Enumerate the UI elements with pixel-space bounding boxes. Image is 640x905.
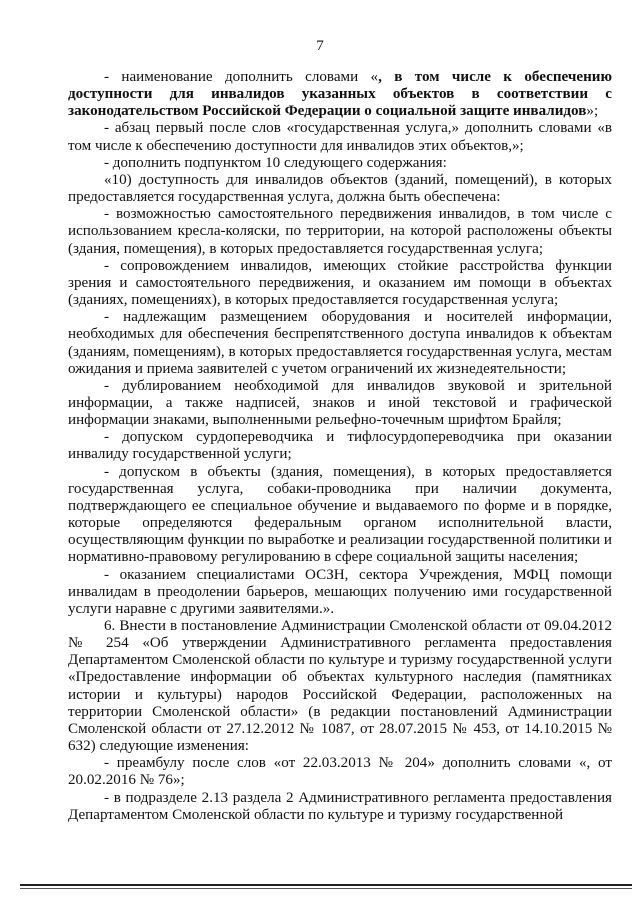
paragraph-item-name-amendment bbox=[68, 69, 612, 120]
paragraph: «10) доступность для инвалидов объектов (зданий, помещений), в которых предоставляется государственная услуга, должна быть обеспечена: bbox=[68, 171, 612, 206]
paragraph: 6. Внести в постановление Администрации Смоленской области от 09.04.2012 № 254 «Об утверждении Административного регламента предоставления Департаментом Смоленской области по культуре и туризму государственной услуги «Предоставление информации об объектах культурного наследия (памятниках истории и культуры) народов Российской Федерации, расположенных на территории Смоленской области» (в редакции постановлений Администрации Смоленской области от 27.12.2012 № 1087, от 28.07.2015 № 453, от 14.10.2015 № 632) следующие изменения: bbox=[68, 618, 612, 755]
footer-rule bbox=[20, 884, 632, 886]
paragraph: - оказанием специалистами ОСЗН, сектора Учреждения, МФЦ помощи инвалидам в преодолении барьеров, мешающих получению ими государственной услуги наравне с другими заявителями.». bbox=[68, 566, 612, 617]
paragraph-text: - наименование дополнить словами « bbox=[104, 69, 379, 85]
document-body bbox=[68, 69, 612, 824]
paragraph: - абзац первый после слов «государственная услуга,» дополнить словами «в том числе к обеспечению доступности для инвалидов этих объектов,»; bbox=[68, 120, 612, 154]
paragraph: - дополнить подпунктом 10 следующего содержания: bbox=[104, 154, 447, 171]
paragraph: - возможностью самостоятельного передвижения инвалидов, в том числе с использованием кресла-коляски, по территории, на которой расположены объекты (здания, помещения), в которых предоставляется государственная услуга; bbox=[68, 206, 612, 257]
paragraph: - преамбулу после слов «от 22.03.2013 № 204» дополнить словами «, от 20.02.2016 № 76»; bbox=[68, 755, 612, 789]
paragraph: - сопровождением инвалидов, имеющих стойкие расстройства функции зрения и самостоятельного передвижения, и оказанием им помощи в объектах (зданиях, помещениях), в которых предоставляется государственная услуга; bbox=[68, 257, 612, 309]
paragraph-text: »; bbox=[586, 103, 599, 120]
bold-inserted-text: , в том числе к обеспечению доступности для инвалидов указанных объектов в соответствии с законодательством Российской Федерации о социальной защите инвалидов bbox=[68, 69, 612, 120]
paragraph: - допуском сурдопереводчика и тифлосурдопереводчика при оказании инвалиду государственной услуги; bbox=[68, 429, 612, 463]
page-number: 7 bbox=[316, 38, 324, 54]
footer-rule-thin bbox=[20, 888, 632, 889]
paragraph: - надлежащим размещением оборудования и носителей информации, необходимых для обеспечения беспрепятственного доступа инвалидов к объектам (зданиям, помещениям), в которых предоставляется государственная услуга, местам ожидания и приема заявителей с учетом ограничений их жизнедеятельности; bbox=[68, 309, 612, 377]
paragraph: - дублированием необходимой для инвалидов звуковой и зрительной информации, а также надписей, знаков и иной текстовой и графической информации знаками, выполненными рельефно-точечным шрифтом Брайля; bbox=[68, 377, 612, 429]
paragraph: - допуском в объекты (здания, помещения), в которых предоставляется государственная услуга, собаки-проводника при наличии документа, подтверждающего ее специальное обучение и выдаваемого по форме и в порядке, которые определяются федеральным органом исполнительной власти, осуществляющим функции по выработке и реализации государственной политики и нормативно-правовому регулированию в сфере социальной защиты населения; bbox=[68, 463, 612, 566]
paragraph: - в подразделе 2.13 раздела 2 Административного регламента предоставления Департаментом Смоленской области по культуре и туризму государственной bbox=[68, 789, 612, 823]
